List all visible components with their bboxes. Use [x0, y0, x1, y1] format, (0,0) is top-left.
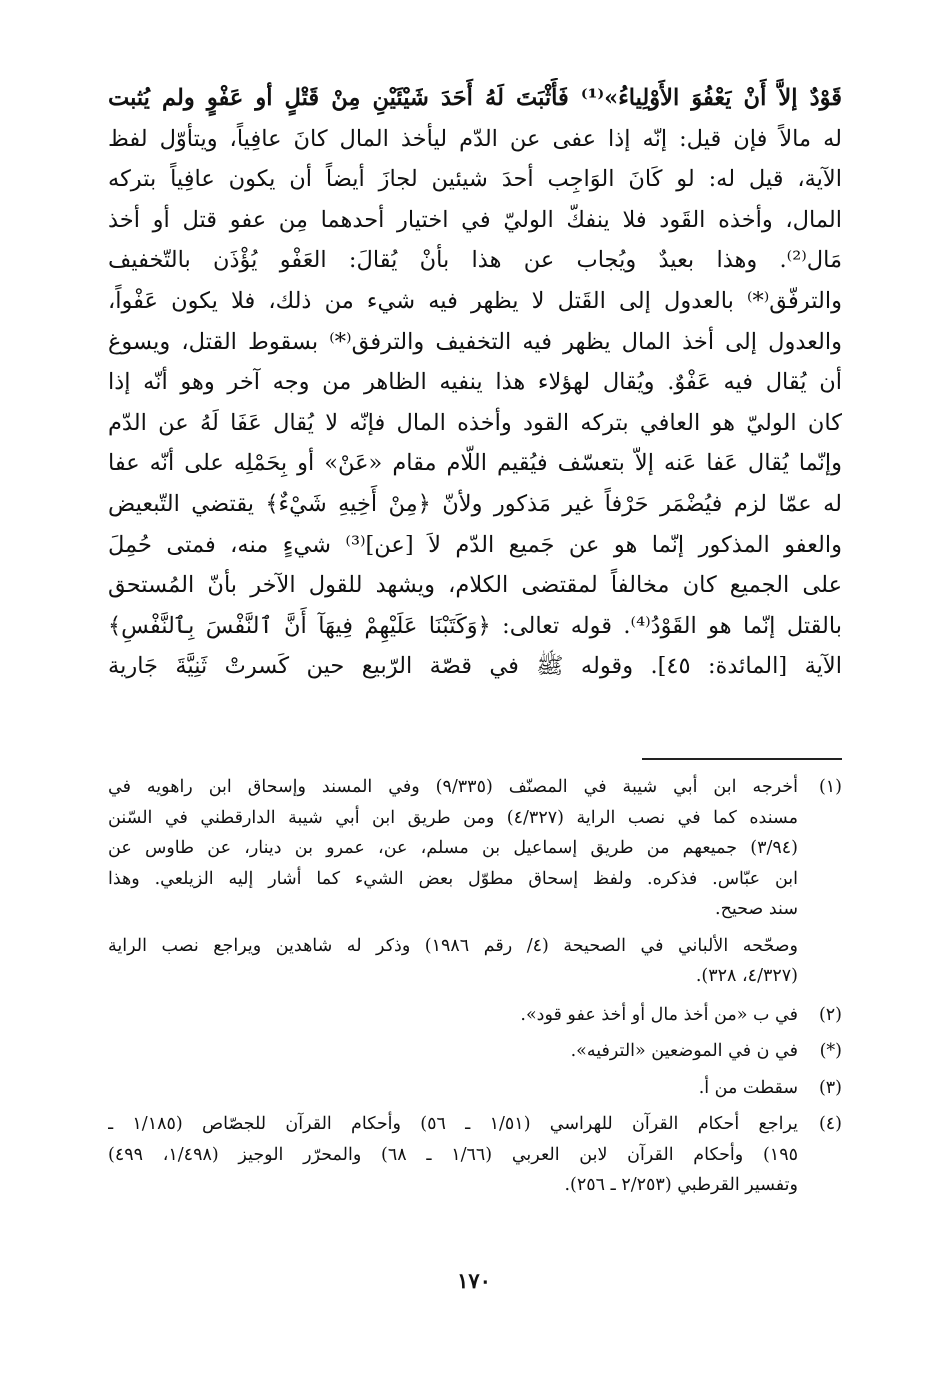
main-text-line: له مالاً فإن قيل: إنّه إذا عفى عن الدّم ليأخذ المال كانَ عافِياً، ويتأوّل لفظ: [108, 125, 842, 152]
main-text-line: بالقتل إنّما هو القَوْدُ⁽⁴⁾. قوله تعالى: ﴿وَكَتَبْنَا عَلَيْهِمْ فِيهَآ أَنَّ ٱلنَّفْسَ بِٱلنَّفْسِ﴾: [108, 612, 842, 639]
main-text-line: أن يُقال فيه عَفْوٌ. ويُقال لهؤلاء هذا ينفيه الظاهر من وجه آخر وهو أنّه إذا: [108, 369, 842, 396]
footnote-body: [108, 772, 798, 992]
footnote-line: سقطت من أ.: [698, 1077, 798, 1098]
footnote-line: مسنده كما في نصب الراية (٤/٣٢٧) ومن طريق ابن أبي شيبة الدارقطني في السّنن: [108, 807, 798, 828]
footnote-separator: [642, 758, 842, 760]
footnote-body: [108, 1073, 798, 1104]
footnote-line: (٤/٣٢٧، ٣٢٨).: [695, 966, 798, 986]
footnote-number: (٤): [818, 1114, 842, 1134]
footnote-line: في ب «من أخذ مال أو أخذ عفو قود».: [520, 1004, 798, 1025]
footnote-star: [108, 1036, 842, 1067]
main-text-line: له عمّا لزم فيُضْمَر حَرْفاً غير مَذكور ولأنّ ﴿مِنْ أَخِيهِ شَيْءٌ﴾ يقتضي التّبعيض: [108, 490, 842, 517]
footnote-3: [108, 1073, 842, 1104]
footnotes-block: [108, 772, 842, 1205]
footnote-2: [108, 1000, 842, 1031]
footnote-line: (٣/٩٤) جميعهم من طريق إسماعيل بن مسلم، عن، عمرو بن دينار، عن طاوس عن: [108, 838, 798, 858]
main-text-block: [108, 78, 842, 687]
footnote-line: في ن في الموضعين «الترفيه».: [570, 1041, 798, 1061]
main-text-line: والترفّق⁽*⁾ بالعدول إلى القَتل لا يظهر فيه شيء من ذلك، فلا يكون عَفْواً،: [108, 287, 842, 314]
main-text-line: والعفو المذكور إنّما هو عن جَميع الدّم لاَ [عن]⁽³⁾ شيءٍ منه، فمتى حُمِلَ: [108, 531, 842, 558]
main-text-line: والعدول إلى أخذ المال يظهر فيه التخفيف والترفق⁽*⁾ بسقوط القتل، ويسوغ: [108, 328, 842, 355]
footnote-body: [108, 1109, 798, 1201]
main-text-line: كان الوليّ هو العافي بتركه القود وأخذه المال فإنّه لا يُقال عَفَا لَهُ عن الدّم: [108, 409, 842, 436]
main-text-line: قَوْدٌ إلاَّ أَنْ يَعْفُوَ الأَوْلِياءُ»⁽¹⁾ فَأَثْبَتَ لَهُ أَحَدَ شَيْئَيْنِ مِنْ قَتْلٍ أو عَفْوٍ ولم يُثبت: [108, 85, 842, 111]
footnote-number: (١): [818, 777, 842, 797]
footnote-line: وتفسير القرطبي (٢/٢٥٣ ـ ٢٥٦).: [564, 1175, 798, 1195]
footnote-line: ١٩٥) وأحكام القرآن لابن العربي (١/٦٦ ـ ٦٨) والمحرّر الوجيز (١/٤٩٨، ٤٩٩): [108, 1144, 798, 1165]
page-number: ١٧٠: [457, 1268, 491, 1293]
main-text-line: وإنّما يُقال عَفا عَنه إلاّ بتعسّف فيُقيم اللّام مقام «عَنْ» أو بِحَمْلِه على أنّه عفا: [108, 450, 842, 477]
main-text-line: الآية [المائدة: ٤٥]. وقوله ﷺ في قصّة الرّبيع حين كَسرتْ ثَنِيَّةَ جَارية: [108, 653, 842, 680]
footnote-number: (٣): [818, 1077, 842, 1098]
footnote-line: يراجع أحكام القرآن للهراسي (١/٥١ ـ ٥٦) وأحكام القرآن للجصّاص (١/١٨٥ ـ: [108, 1114, 798, 1134]
footnote-line: سند صحيح.: [715, 899, 798, 919]
main-text-line: الآية، قيل له: لو كَانَ الوَاجِب أحدَ شيئين لجازَ أيضاً أن يكون عافِياً بتركه: [108, 166, 842, 193]
main-text-line: على الجميع كان مخالفاً لمقتضى الكلام، ويشهد للقول الآخر بأنّ المُستحق: [108, 572, 842, 599]
footnote-body: [108, 1000, 798, 1031]
footnote-line: وصحّحه الألباني في الصحيحة (٤/ رقم ١٩٨٦) وذكر له شاهدين ويراجع نصب الراية: [108, 935, 798, 956]
main-text-line: مَال⁽²⁾. وهذا بعيدٌ ويُجاب عن هذا بأنْ يُقالَ: العَفْو يُؤْذَن بالتّخفيف: [108, 247, 842, 274]
footnote-line: أخرجه ابن أبي شيبة في المصنّف (٩/٣٣٥) وفي المسند وإسحاق ابن راهويه في: [108, 777, 798, 797]
main-text-line: المال، وأخذه القَود فلا ينفكّ الوليّ في اختيار أحدهما مِن عفو قتل أو أخذ: [108, 206, 842, 233]
footnote-4: [108, 1109, 842, 1201]
footnote-number: (٢): [818, 1004, 842, 1025]
footnote-body: [108, 1036, 798, 1067]
footnote-line: ابن عبّاس. فذكره. ولفظ إسحاق مطوّل بعض الشيء كما أشار إليه الزيلعي. وهذا: [108, 868, 798, 889]
footnote-number: (*): [819, 1041, 842, 1061]
footnote-1: [108, 772, 842, 992]
